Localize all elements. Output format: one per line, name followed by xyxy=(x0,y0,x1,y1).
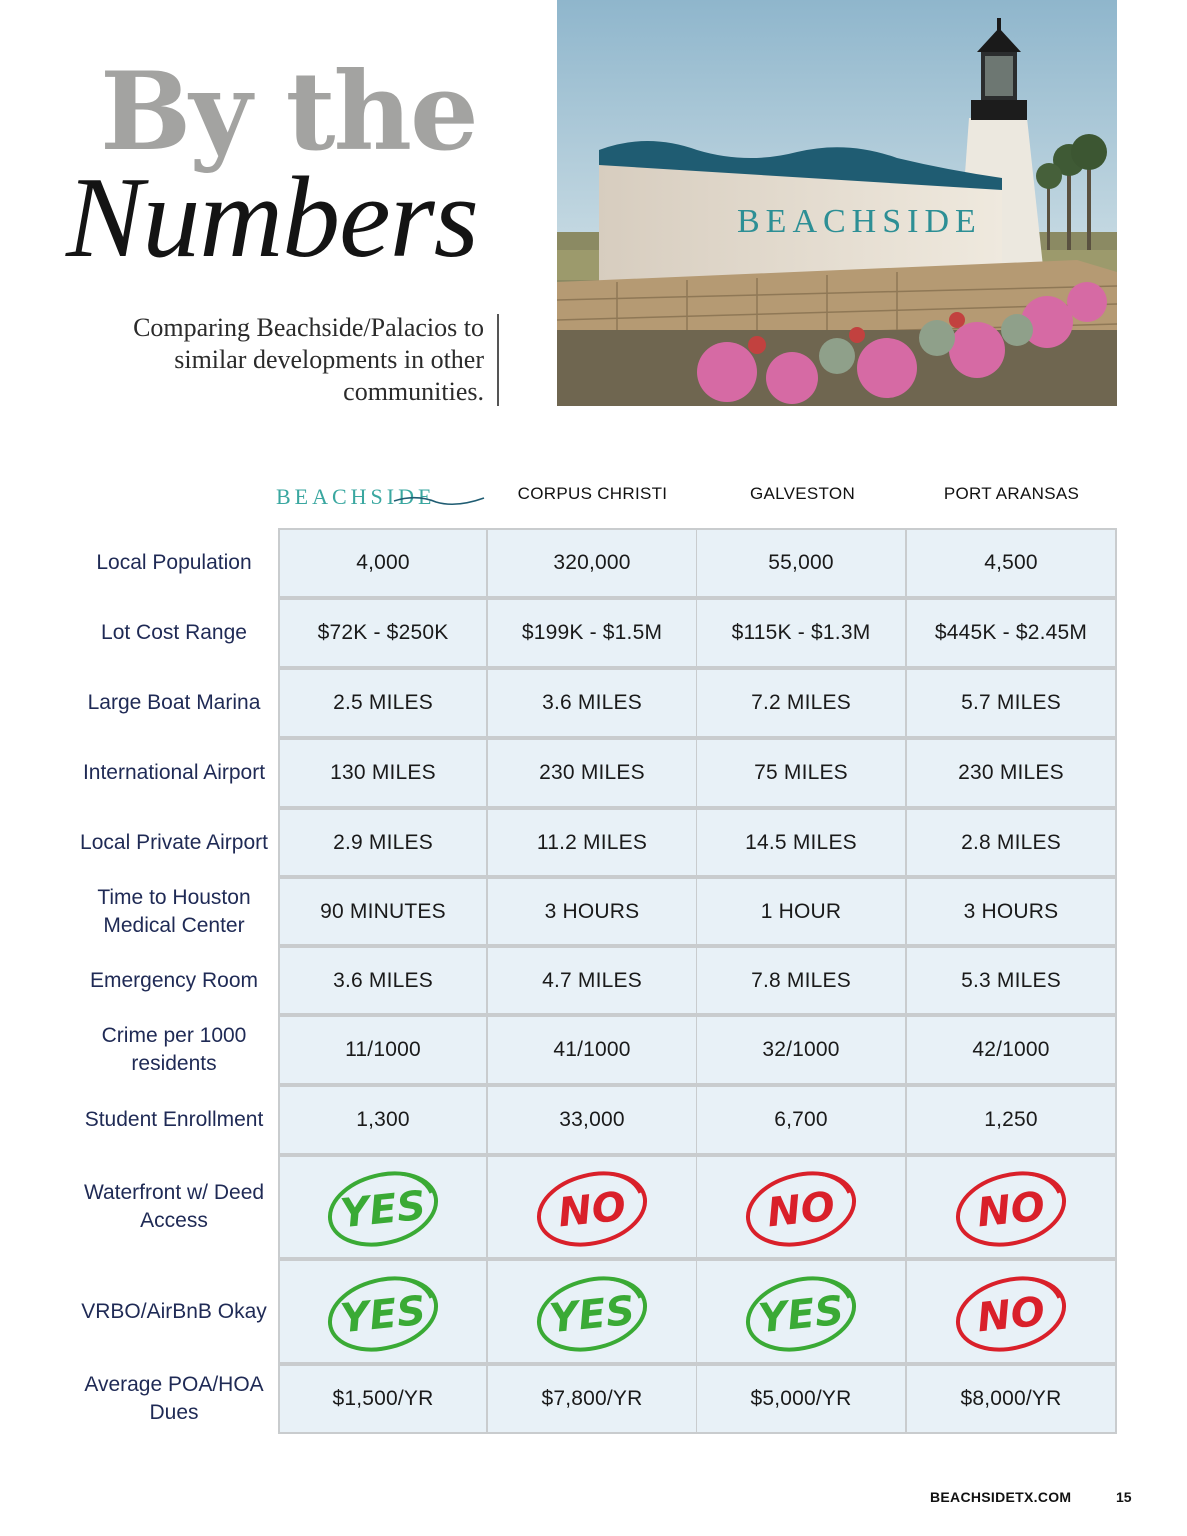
no-label: NO xyxy=(764,1183,838,1237)
column-header-galveston: GALVESTON xyxy=(749,484,856,503)
cell-value: 42/1000 xyxy=(972,1038,1050,1061)
table-cell xyxy=(697,808,907,877)
table-cell xyxy=(907,1364,1117,1434)
cell-value: 130 MILES xyxy=(330,761,436,784)
photo-beachside-entrance-sign-lighthouse xyxy=(557,0,1117,406)
no-stamp-icon xyxy=(741,1165,861,1249)
table-cell xyxy=(278,1259,488,1364)
cell-value: 4.7 MILES xyxy=(542,968,642,992)
table-cell xyxy=(488,946,698,1015)
table-cell xyxy=(488,1364,698,1434)
row-label: Time to Houston Medical Center xyxy=(97,885,251,937)
cell-value: 1,250 xyxy=(984,1108,1038,1131)
table-cell xyxy=(488,808,698,877)
table-cell xyxy=(488,1015,698,1085)
table-cell xyxy=(697,1085,907,1155)
table-cell xyxy=(278,946,488,1015)
row-label: Waterfront w/ Deed Access xyxy=(83,1181,265,1232)
yes-label: YES xyxy=(756,1287,847,1342)
table-cell xyxy=(278,738,488,808)
table-cell xyxy=(697,528,907,598)
table-cell xyxy=(697,738,907,808)
table-cell xyxy=(907,738,1117,808)
table-cell xyxy=(697,598,907,668)
cell-value: 32/1000 xyxy=(762,1038,840,1061)
beachside-logo xyxy=(276,480,486,514)
cell-value: $72K - $250K xyxy=(317,621,449,644)
cell-value: 55,000 xyxy=(768,551,834,574)
svg-text:BEACHSIDE: BEACHSIDE xyxy=(276,484,436,509)
cell-value: 4,000 xyxy=(356,551,410,574)
cell-value: 11.2 MILES xyxy=(536,830,648,854)
table-cell xyxy=(907,1015,1117,1085)
cell-value: 230 MILES xyxy=(539,761,645,784)
yes-label: YES xyxy=(338,1287,429,1342)
table-cell xyxy=(488,1259,698,1364)
table-cell xyxy=(488,1085,698,1155)
no-stamp-icon xyxy=(951,1165,1071,1249)
cell-value: 7.2 MILES xyxy=(751,691,851,714)
svg-text:BEACHSIDE: BEACHSIDE xyxy=(737,203,982,240)
table-cell xyxy=(278,1085,488,1155)
row-label: Local Population xyxy=(96,551,252,574)
subtitle-divider xyxy=(497,314,499,406)
cell-value: $199K - $1.5M xyxy=(521,621,663,644)
table-cell xyxy=(697,877,907,946)
yes-stamp-icon xyxy=(323,1165,443,1249)
cell-value: 3 HOURS xyxy=(544,899,640,923)
table-cell xyxy=(278,668,488,738)
table-cell xyxy=(278,528,488,598)
cell-value: 3 HOURS xyxy=(963,899,1059,923)
table-cell xyxy=(697,1364,907,1434)
cell-value: $8,000/YR xyxy=(960,1387,1062,1410)
no-stamp-icon xyxy=(532,1165,652,1249)
table-cell xyxy=(697,1259,907,1364)
cell-value: 75 MILES xyxy=(754,761,848,784)
table-cell xyxy=(488,598,698,668)
cell-value: 5.3 MILES xyxy=(961,968,1061,992)
cell-value: 230 MILES xyxy=(958,761,1064,784)
answer-stamp xyxy=(532,1270,652,1354)
cell-value: 2.9 MILES xyxy=(333,830,433,854)
photo-beachside-entrance xyxy=(557,0,1117,406)
no-label: NO xyxy=(974,1288,1048,1341)
table-cell xyxy=(697,1155,907,1259)
no-stamp-icon xyxy=(951,1270,1071,1354)
cell-value: 6,700 xyxy=(774,1108,828,1131)
cell-value: 1 HOUR xyxy=(760,899,842,923)
column-header-corpus-christi: CORPUS CHRISTI xyxy=(517,484,668,503)
table-cell xyxy=(697,668,907,738)
cell-value: 11/1000 xyxy=(345,1038,421,1061)
table-cell xyxy=(278,598,488,668)
answer-stamp xyxy=(323,1165,443,1249)
row-label: Crime per 1000 residents xyxy=(101,1024,247,1075)
subtitle: Comparing Beachside/Palacios to similar developments in other communities. xyxy=(133,313,484,406)
cell-value: 33,000 xyxy=(559,1108,625,1131)
row-label: Student Enrollment xyxy=(84,1108,264,1131)
table-cell xyxy=(278,1364,488,1434)
row-label: Average POA/HOA Dues xyxy=(84,1373,264,1424)
table-cell xyxy=(488,738,698,808)
answer-stamp xyxy=(532,1165,652,1249)
answer-stamp xyxy=(741,1165,861,1249)
table-cell xyxy=(907,528,1117,598)
row-label: Lot Cost Range xyxy=(101,621,247,644)
yes-label: YES xyxy=(338,1182,429,1238)
table-cell xyxy=(907,598,1117,668)
table-cell xyxy=(278,877,488,946)
cell-value: $1,500/YR xyxy=(332,1387,434,1410)
title-line-1: By the xyxy=(100,49,477,175)
cell-value: 3.6 MILES xyxy=(333,968,433,992)
answer-stamp xyxy=(323,1270,443,1354)
cell-value: $115K - $1.3M xyxy=(731,621,871,644)
answer-stamp xyxy=(951,1270,1071,1354)
row-label: International Airport xyxy=(82,761,266,784)
table-cell xyxy=(697,946,907,1015)
row-label: VRBO/AirBnB Okay xyxy=(81,1299,267,1323)
table-cell xyxy=(907,946,1117,1015)
table-cell xyxy=(278,1155,488,1259)
cell-value: 4,500 xyxy=(984,551,1038,574)
cell-value: 1,300 xyxy=(356,1108,410,1131)
title-line-2: Numbers xyxy=(66,154,478,282)
table-cell xyxy=(907,668,1117,738)
table-cell xyxy=(488,668,698,738)
cell-value: 2.8 MILES xyxy=(961,830,1061,854)
table-cell xyxy=(697,1015,907,1085)
table-cell xyxy=(278,808,488,877)
cell-value: 14.5 MILES xyxy=(745,830,857,854)
cell-value: 5.7 MILES xyxy=(961,691,1061,714)
no-label: NO xyxy=(974,1183,1048,1237)
yes-stamp-icon xyxy=(323,1270,443,1354)
cell-value: 7.8 MILES xyxy=(751,968,851,992)
yes-stamp-icon xyxy=(532,1270,652,1354)
cell-value: 2.5 MILES xyxy=(333,691,433,714)
cell-value: $445K - $2.45M xyxy=(934,621,1088,644)
table-cell xyxy=(488,877,698,946)
answer-stamp xyxy=(741,1270,861,1354)
footer-url: BEACHSIDETX.COM xyxy=(930,1489,1072,1505)
cell-value: $5,000/YR xyxy=(750,1387,852,1410)
table-cell xyxy=(907,808,1117,877)
yes-label: YES xyxy=(547,1287,638,1342)
no-label: NO xyxy=(555,1183,629,1237)
yes-stamp-icon xyxy=(741,1270,861,1354)
page-number: 15 xyxy=(1116,1489,1132,1505)
table-cell xyxy=(488,1155,698,1259)
row-label: Local Private Airport xyxy=(80,830,268,854)
row-label: Large Boat Marina xyxy=(87,691,261,714)
cell-value: $7,800/YR xyxy=(541,1387,643,1410)
table-cell xyxy=(907,1259,1117,1364)
cell-value: 41/1000 xyxy=(553,1038,631,1061)
table-cell xyxy=(278,1015,488,1085)
table-cell xyxy=(907,1085,1117,1155)
column-header-port-aransas: PORT ARANSAS xyxy=(943,484,1080,503)
table-cell xyxy=(488,528,698,598)
row-label: Emergency Room xyxy=(89,968,259,992)
table-cell xyxy=(907,877,1117,946)
cell-value: 320,000 xyxy=(553,551,631,574)
table-cell xyxy=(907,1155,1117,1259)
cell-value: 3.6 MILES xyxy=(542,691,642,714)
answer-stamp xyxy=(951,1165,1071,1249)
cell-value: 90 MINUTES xyxy=(320,899,446,923)
beachside-logo-mark xyxy=(276,480,486,514)
